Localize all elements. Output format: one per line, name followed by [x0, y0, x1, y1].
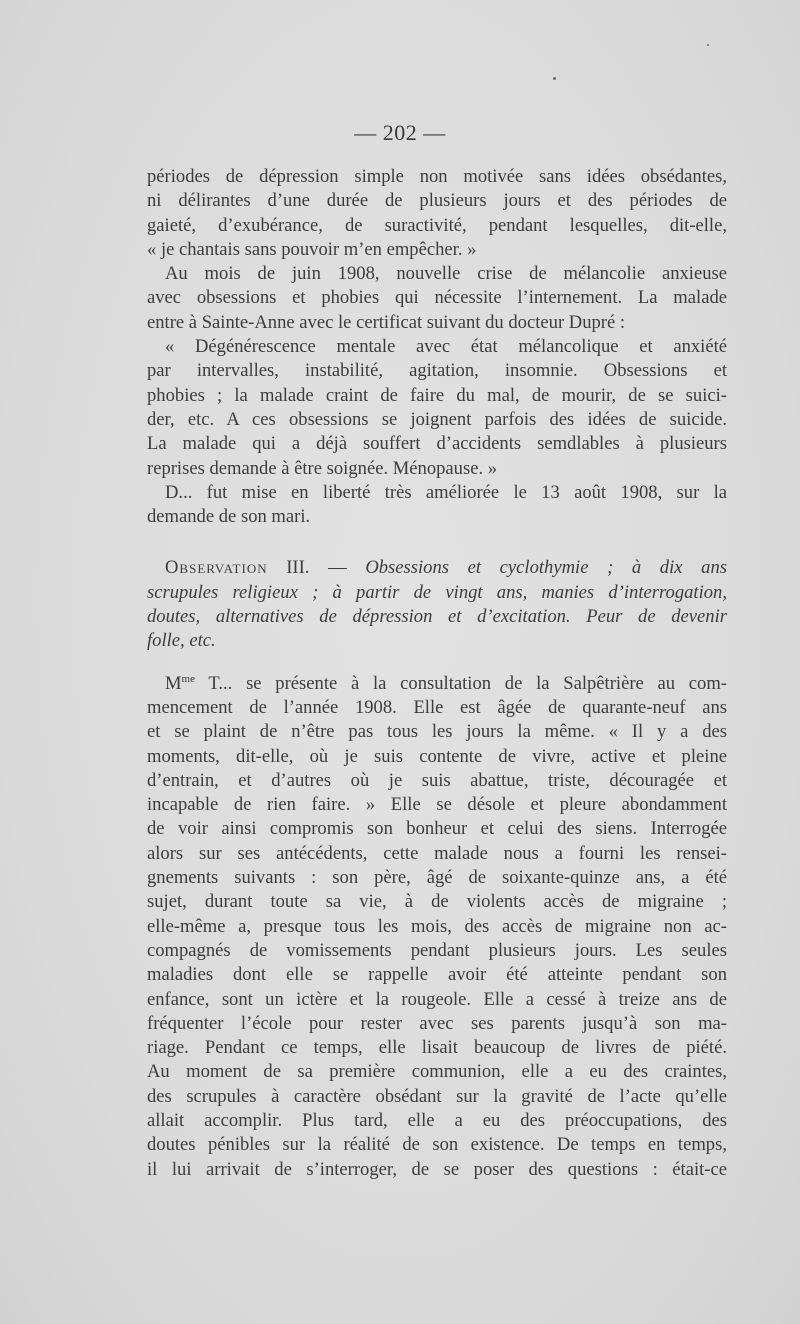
text-line: phobies ; la malade craint de faire du mal, de mourir, de se suici- — [147, 384, 727, 406]
text-line: il lui arrivait de s’interroger, de se poser des questions : était-ce — [147, 1158, 727, 1180]
text-line: La malade qui a déjà souffert d’accidents semdlables à plusieurs — [147, 433, 727, 455]
observation-heading — [147, 556, 727, 580]
text-line: « je chantais sans pouvoir m’en empêcher. » — [147, 238, 477, 260]
observation-dash: — — [328, 557, 347, 579]
observation-label: Observation — [165, 557, 268, 579]
text-line: et se plaint de n’être pas tous les jours la même. « Il y a des — [147, 721, 727, 743]
text-line: enfance, sont un ictère et la rougeole. Elle a cessé à treize ans de — [147, 988, 727, 1010]
text-line: gnements suivants : son père, âgé de soixante-quinze ans, a été — [147, 867, 727, 889]
text-line: Au moment de sa première communion, elle a eu des craintes, — [147, 1061, 727, 1083]
title-mme-superscript: me — [181, 672, 195, 685]
text-line: fréquenter l’école pour rester avec ses parents jusqu’à son ma- — [147, 1012, 727, 1034]
ink-speck — [553, 77, 556, 80]
body-text — [147, 165, 727, 1182]
text-line: doutes pénibles sur la réalité de son existence. De temps en temps, — [147, 1134, 727, 1156]
text-line: riage. Pendant ce temps, elle lisait beaucoup de livres de piété. — [147, 1037, 727, 1059]
text-line: sujet, durant toute sa vie, à de violents accès de migraine ; — [147, 891, 727, 913]
text-line: demande de son mari. — [147, 506, 311, 528]
text-line: des scrupules à caractère obsédant sur la gravité de l’acte qu’elle — [147, 1085, 727, 1107]
title-mme: M — [165, 672, 182, 694]
page-number: — 202 — — [354, 120, 446, 145]
text-line: D... fut mise en liberté très améliorée le 13 août 1908, sur la — [165, 481, 727, 503]
text-line: maladies dont elle se rappelle avoir été atteinte pendant son — [147, 964, 727, 986]
section-gap — [147, 654, 727, 672]
text-line: allait accomplir. Plus tard, elle a eu des préoccupations, des — [147, 1109, 727, 1131]
text-line: périodes de dépression simple non motivée sans idées obsédantes, — [147, 166, 727, 187]
text-line: compagnés de vomissements pendant plusieurs jours. Les seules — [147, 939, 727, 961]
text-line: d’entrain, et d’autres où je suis abattue, triste, découragée et — [147, 769, 727, 791]
text-line: alors sur ses antécédents, cette malade nous a fourni les rensei- — [147, 842, 727, 864]
text-line: avec obsessions et phobies qui nécessite l’internement. La malade — [147, 287, 727, 309]
ink-speck — [707, 44, 709, 46]
observation-line: folle, etc. — [147, 630, 216, 652]
observation-number: III. — [286, 557, 310, 579]
text-line: incapable de rien faire. » Elle se désole et pleure abondamment — [147, 794, 727, 816]
text-line: elle-même a, presque tous les mois, des accès de migraine non ac- — [147, 915, 727, 937]
case-first-line — [147, 672, 727, 696]
text-line: « Dégénérescence mentale avec état mélancolique et anxiété — [165, 336, 727, 358]
text-line: de voir ainsi compromis son bonheur et celui des siens. Interrogée — [147, 818, 727, 840]
text-line: reprises demande à être soignée. Ménopause. » — [147, 457, 498, 479]
text-line: moments, dit-elle, où je suis contente de vivre, active et pleine — [147, 745, 727, 767]
text-line: par intervalles, instabilité, agitation, insomnie. Obsessions et — [147, 360, 727, 382]
text-line: Au mois de juin 1908, nouvelle crise de mélancolie anxieuse — [165, 263, 727, 285]
section-gap — [147, 529, 727, 556]
text-line: gaieté, d’exubérance, de suractivité, pendant lesquelles, dit-elle, — [147, 214, 727, 236]
observation-line: doutes, alternatives de dépression et d’excitation. Peur de devenir — [147, 606, 727, 628]
text-line: ni délirantes d’une durée de plusieurs jours et des périodes de — [147, 190, 727, 212]
text-line: der, etc. A ces obsessions se joignent parfois des idées de suicide. — [147, 408, 727, 430]
text-line: entre à Sainte-Anne avec le certificat suivant du docteur Dupré : — [147, 311, 626, 333]
text-line: mencement de l’année 1908. Elle est âgée de quarante-neuf ans — [147, 696, 727, 718]
observation-title: Obsessions et cyclothymie ; à dix ans — [365, 557, 727, 579]
case-first-line-text: T... se présente à la consultation de la Salpêtrière au com- — [195, 672, 727, 694]
observation-line: scrupules religieux ; à partir de vingt ans, manies d’interrogation, — [147, 581, 727, 603]
